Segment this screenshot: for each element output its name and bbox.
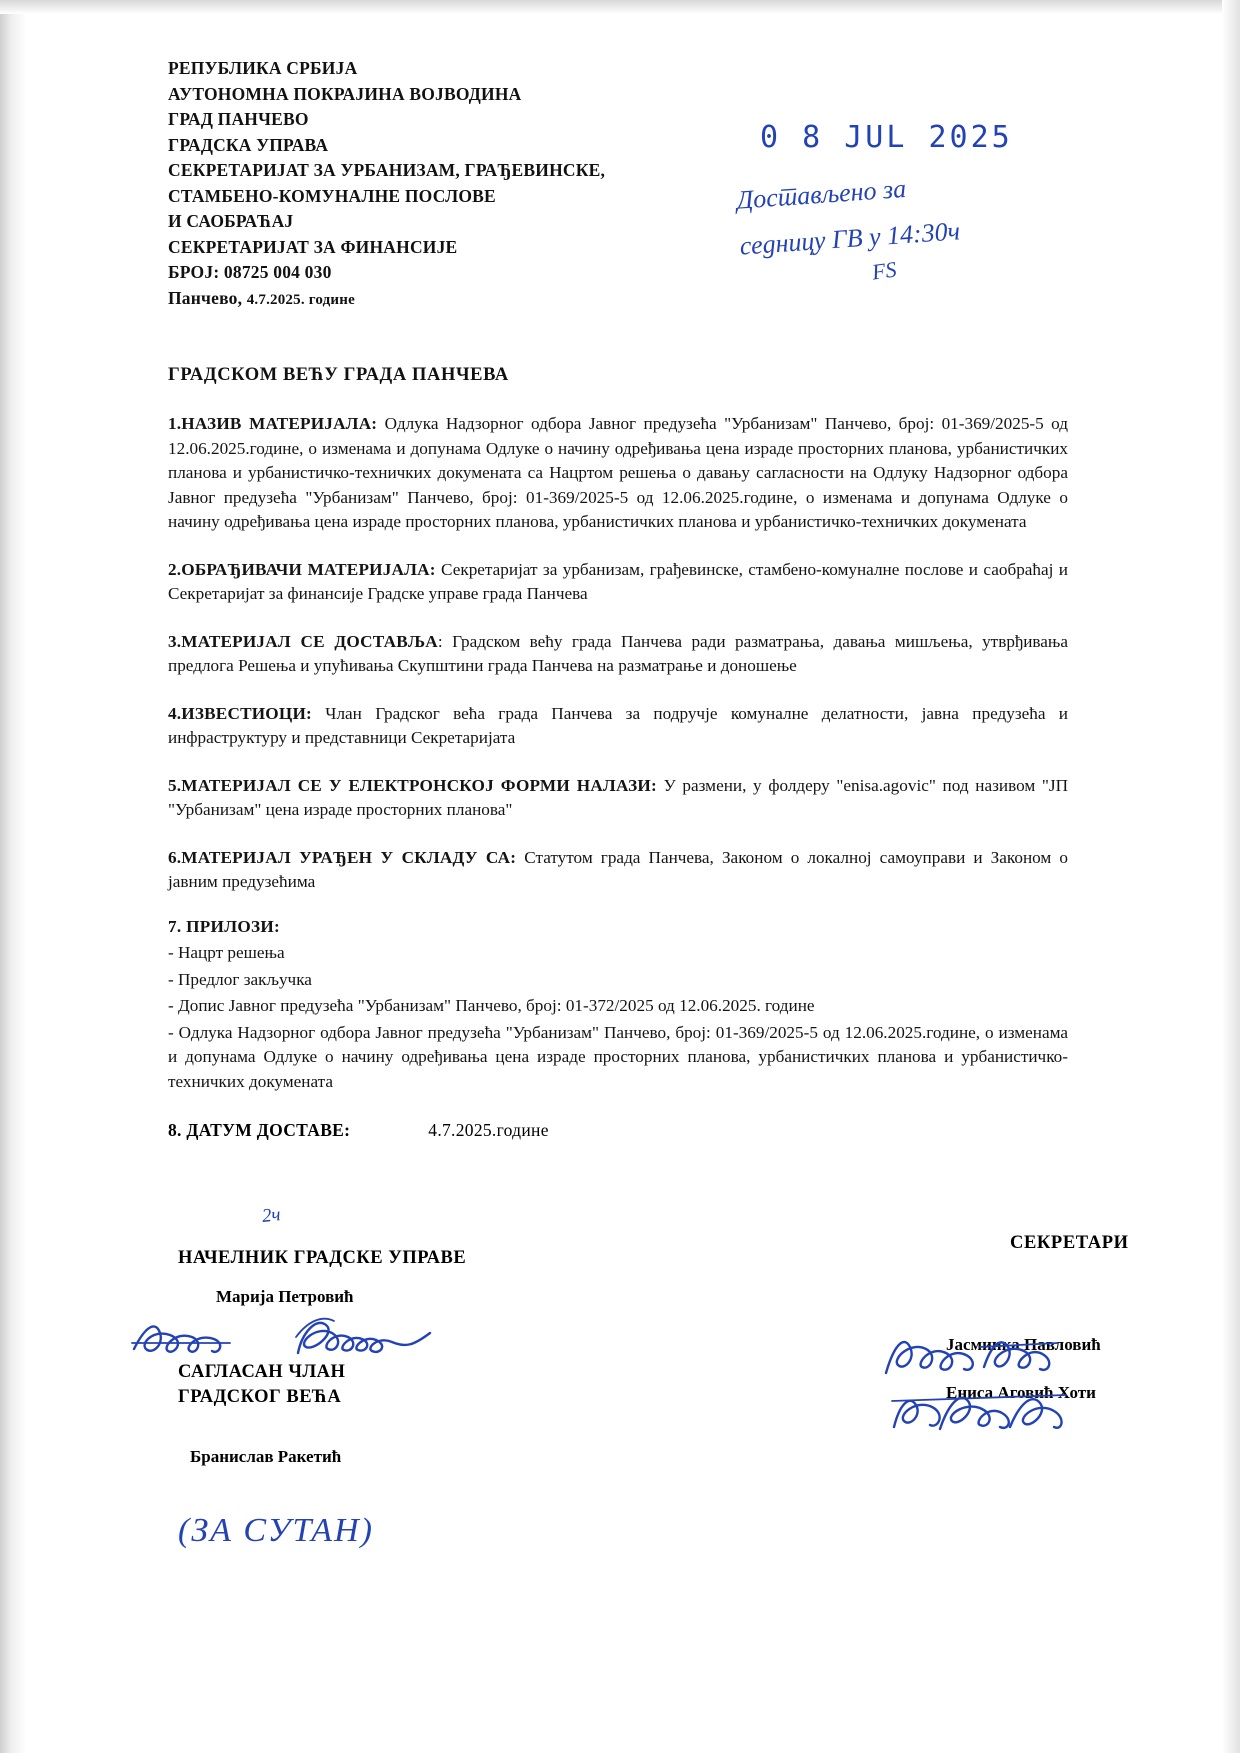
section-2-text: Секретаријат за урбанизам, грађевинске, стамбено-комуналне послове и саобраћај и Секретаријат за финансије Градске управе града Панчева bbox=[168, 559, 1068, 603]
delivery-date-label: 8. ДАТУМ ДОСТАВЕ: bbox=[168, 1120, 351, 1140]
section-3-label: 3.МАТЕРИЈАЛ СЕ ДОСТАВЉА bbox=[168, 631, 438, 651]
scan-edge-top bbox=[0, 0, 1240, 14]
signatory-right-title: СЕКРЕТАРИ bbox=[1010, 1233, 1129, 1253]
section-3 bbox=[168, 630, 1068, 679]
handwritten-note-line-1: Достављено за bbox=[735, 173, 907, 215]
date-stamp-handwriting: 0 8 JUL 2025 bbox=[760, 120, 1013, 155]
section-1-label: 1.НАЗИВ МАТЕРИЈАЛА: bbox=[168, 414, 378, 433]
letterhead-line-3: ГРАД ПАНЧЕВО bbox=[168, 109, 309, 129]
signatory-left-title-2-line-2: ГРАДСКОГ ВЕЋА bbox=[178, 1387, 342, 1407]
section-3-text: : Градском већу града Панчева ради разматрања, давања мишљења, утврђивања предлога Решења и упућивања Скупштини града Панчева на разматрање и доношење bbox=[168, 631, 1068, 675]
handwritten-margin-mark: 2ч bbox=[260, 1204, 282, 1227]
section-4 bbox=[168, 702, 1068, 751]
handwritten-initials: FS bbox=[870, 256, 899, 285]
place-date: 4.7.2025. године bbox=[246, 291, 355, 308]
section-4-label: 4.ИЗВЕСТИОЦИ: bbox=[168, 703, 312, 723]
handwritten-paren-note: (ЗА СУТАН) bbox=[178, 1512, 374, 1549]
attachment-item: - Предлог закључка bbox=[168, 969, 312, 989]
signatory-right-name-1: Јасминка Павловић bbox=[946, 1335, 1101, 1354]
handwritten-note bbox=[735, 162, 961, 269]
section-5-label: 5.МАТЕРИЈАЛ СЕ У ЕЛЕКТРОНСКОЈ ФОРМИ НАЛАЗИ: bbox=[168, 775, 657, 795]
signature-area bbox=[0, 1215, 1240, 1745]
signature-ink-right-1 bbox=[880, 1327, 1100, 1387]
signatory-left-title-2-line-1: САГЛАСАН ЧЛАН bbox=[178, 1362, 346, 1382]
letterhead-line-1: РЕПУБЛИКА СРБИЈА bbox=[168, 58, 358, 78]
attachments-block bbox=[168, 915, 1068, 1095]
delivery-date-value: 4.7.2025.године bbox=[428, 1120, 549, 1140]
section-1-text: Одлука Надзорног одбора Јавног предузећа "Урбанизам" Панчево, број: 01-369/2025-5 од 12.06.2025.године, о изменама и допунама Одлуке о начину одређивања цена израде просторних планова, урбанистичких планова и урбанистичко-техничких докумената са Нацртом решења о давању сагласности на Одлуку Надзорног одбора Јавног предузећа "Урбанизам" Панчево, број: 01-369/2025-5 од 12.06.2025.године, о изменама и допунама Одлуке о начину одређивања цена израде просторних планова, урбанистичких планова и урбанистичко-техничких докумената bbox=[168, 414, 1068, 531]
place-and-date bbox=[168, 286, 1068, 314]
section-6-text: Статутом града Панчева, Законом о локалној самоуправи и Законом о јавним предузећима bbox=[168, 847, 1068, 891]
section-2 bbox=[168, 558, 1068, 607]
handwritten-note-line-2: седницу ГВ у 14:30ч bbox=[738, 216, 961, 261]
addressee: ГРАДСКОМ ВЕЋУ ГРАДА ПАНЧЕВА bbox=[168, 365, 509, 385]
section-6-label: 6.МАТЕРИЈАЛ УРАЂЕН У СКЛАДУ СА: bbox=[168, 847, 517, 867]
section-2-label: 2.ОБРАЂИВАЧИ МАТЕРИЈАЛА: bbox=[168, 559, 436, 579]
letterhead-line-4: ГРАДСКА УПРАВА bbox=[168, 134, 329, 155]
section-1 bbox=[168, 412, 1068, 535]
signatory-left-name: Марија Петровић bbox=[216, 1287, 354, 1306]
document-number: БРОЈ: 08725 004 030 bbox=[168, 262, 332, 282]
section-5 bbox=[168, 774, 1068, 823]
letterhead-line-2: АУТОНОМНА ПОКРАЈИНА ВОЈВОДИНА bbox=[168, 83, 522, 104]
attachments-title: 7. ПРИЛОЗИ: bbox=[168, 916, 281, 936]
letterhead-line-6: СТАМБЕНО-КОМУНАЛНЕ ПОСЛОВЕ bbox=[168, 185, 496, 206]
signature-ink-left-1 bbox=[130, 1307, 470, 1377]
signatory-right-name-2: Ениса Аговић Хоти bbox=[946, 1383, 1096, 1402]
place-label: Панчево, bbox=[168, 287, 243, 308]
delivery-date bbox=[168, 1120, 1068, 1141]
section-6 bbox=[168, 846, 1068, 895]
letterhead-line-8: СЕКРЕТАРИЈАТ ЗА ФИНАНСИЈЕ bbox=[168, 236, 458, 257]
signatory-left-name-2: Бранислав Ракетић bbox=[190, 1447, 342, 1466]
attachment-item: - Нацрт решења bbox=[168, 943, 285, 962]
section-5-text: У размени, у фолдеру "enisa.agovic" под називом "ЈП "Урбанизам" цена израде просторних планова" bbox=[168, 775, 1068, 819]
attachment-item: - Одлука Надзорног одбора Јавног предузећа "Урбанизам" Панчево, број: 01-369/2025-5 од 12.06.2025.године, о изменама и допунама Одлуке о начину одређивања цена израде просторних планова, урбанистичких планова и урбанистичко-техничких докумената bbox=[168, 1022, 1068, 1091]
letterhead-line-7: И САОБРАЋАЈ bbox=[168, 211, 294, 231]
attachment-item: - Допис Јавног предузећа "Урбанизам" Панчево, број: 01-372/2025 од 12.06.2025. године bbox=[168, 996, 815, 1015]
letterhead-line-5: СЕКРЕТАРИЈАТ ЗА УРБАНИЗАМ, ГРАЂЕВИНСКЕ, bbox=[168, 160, 606, 180]
signatory-left-title: НАЧЕЛНИК ГРАДСКЕ УПРАВЕ bbox=[178, 1248, 467, 1268]
section-4-text: Члан Градског већа града Панчева за подручје комуналне делатности, јавна предузећа и инфраструктуру и представници Секретаријата bbox=[168, 703, 1068, 747]
signature-ink-right-2 bbox=[890, 1383, 1090, 1443]
